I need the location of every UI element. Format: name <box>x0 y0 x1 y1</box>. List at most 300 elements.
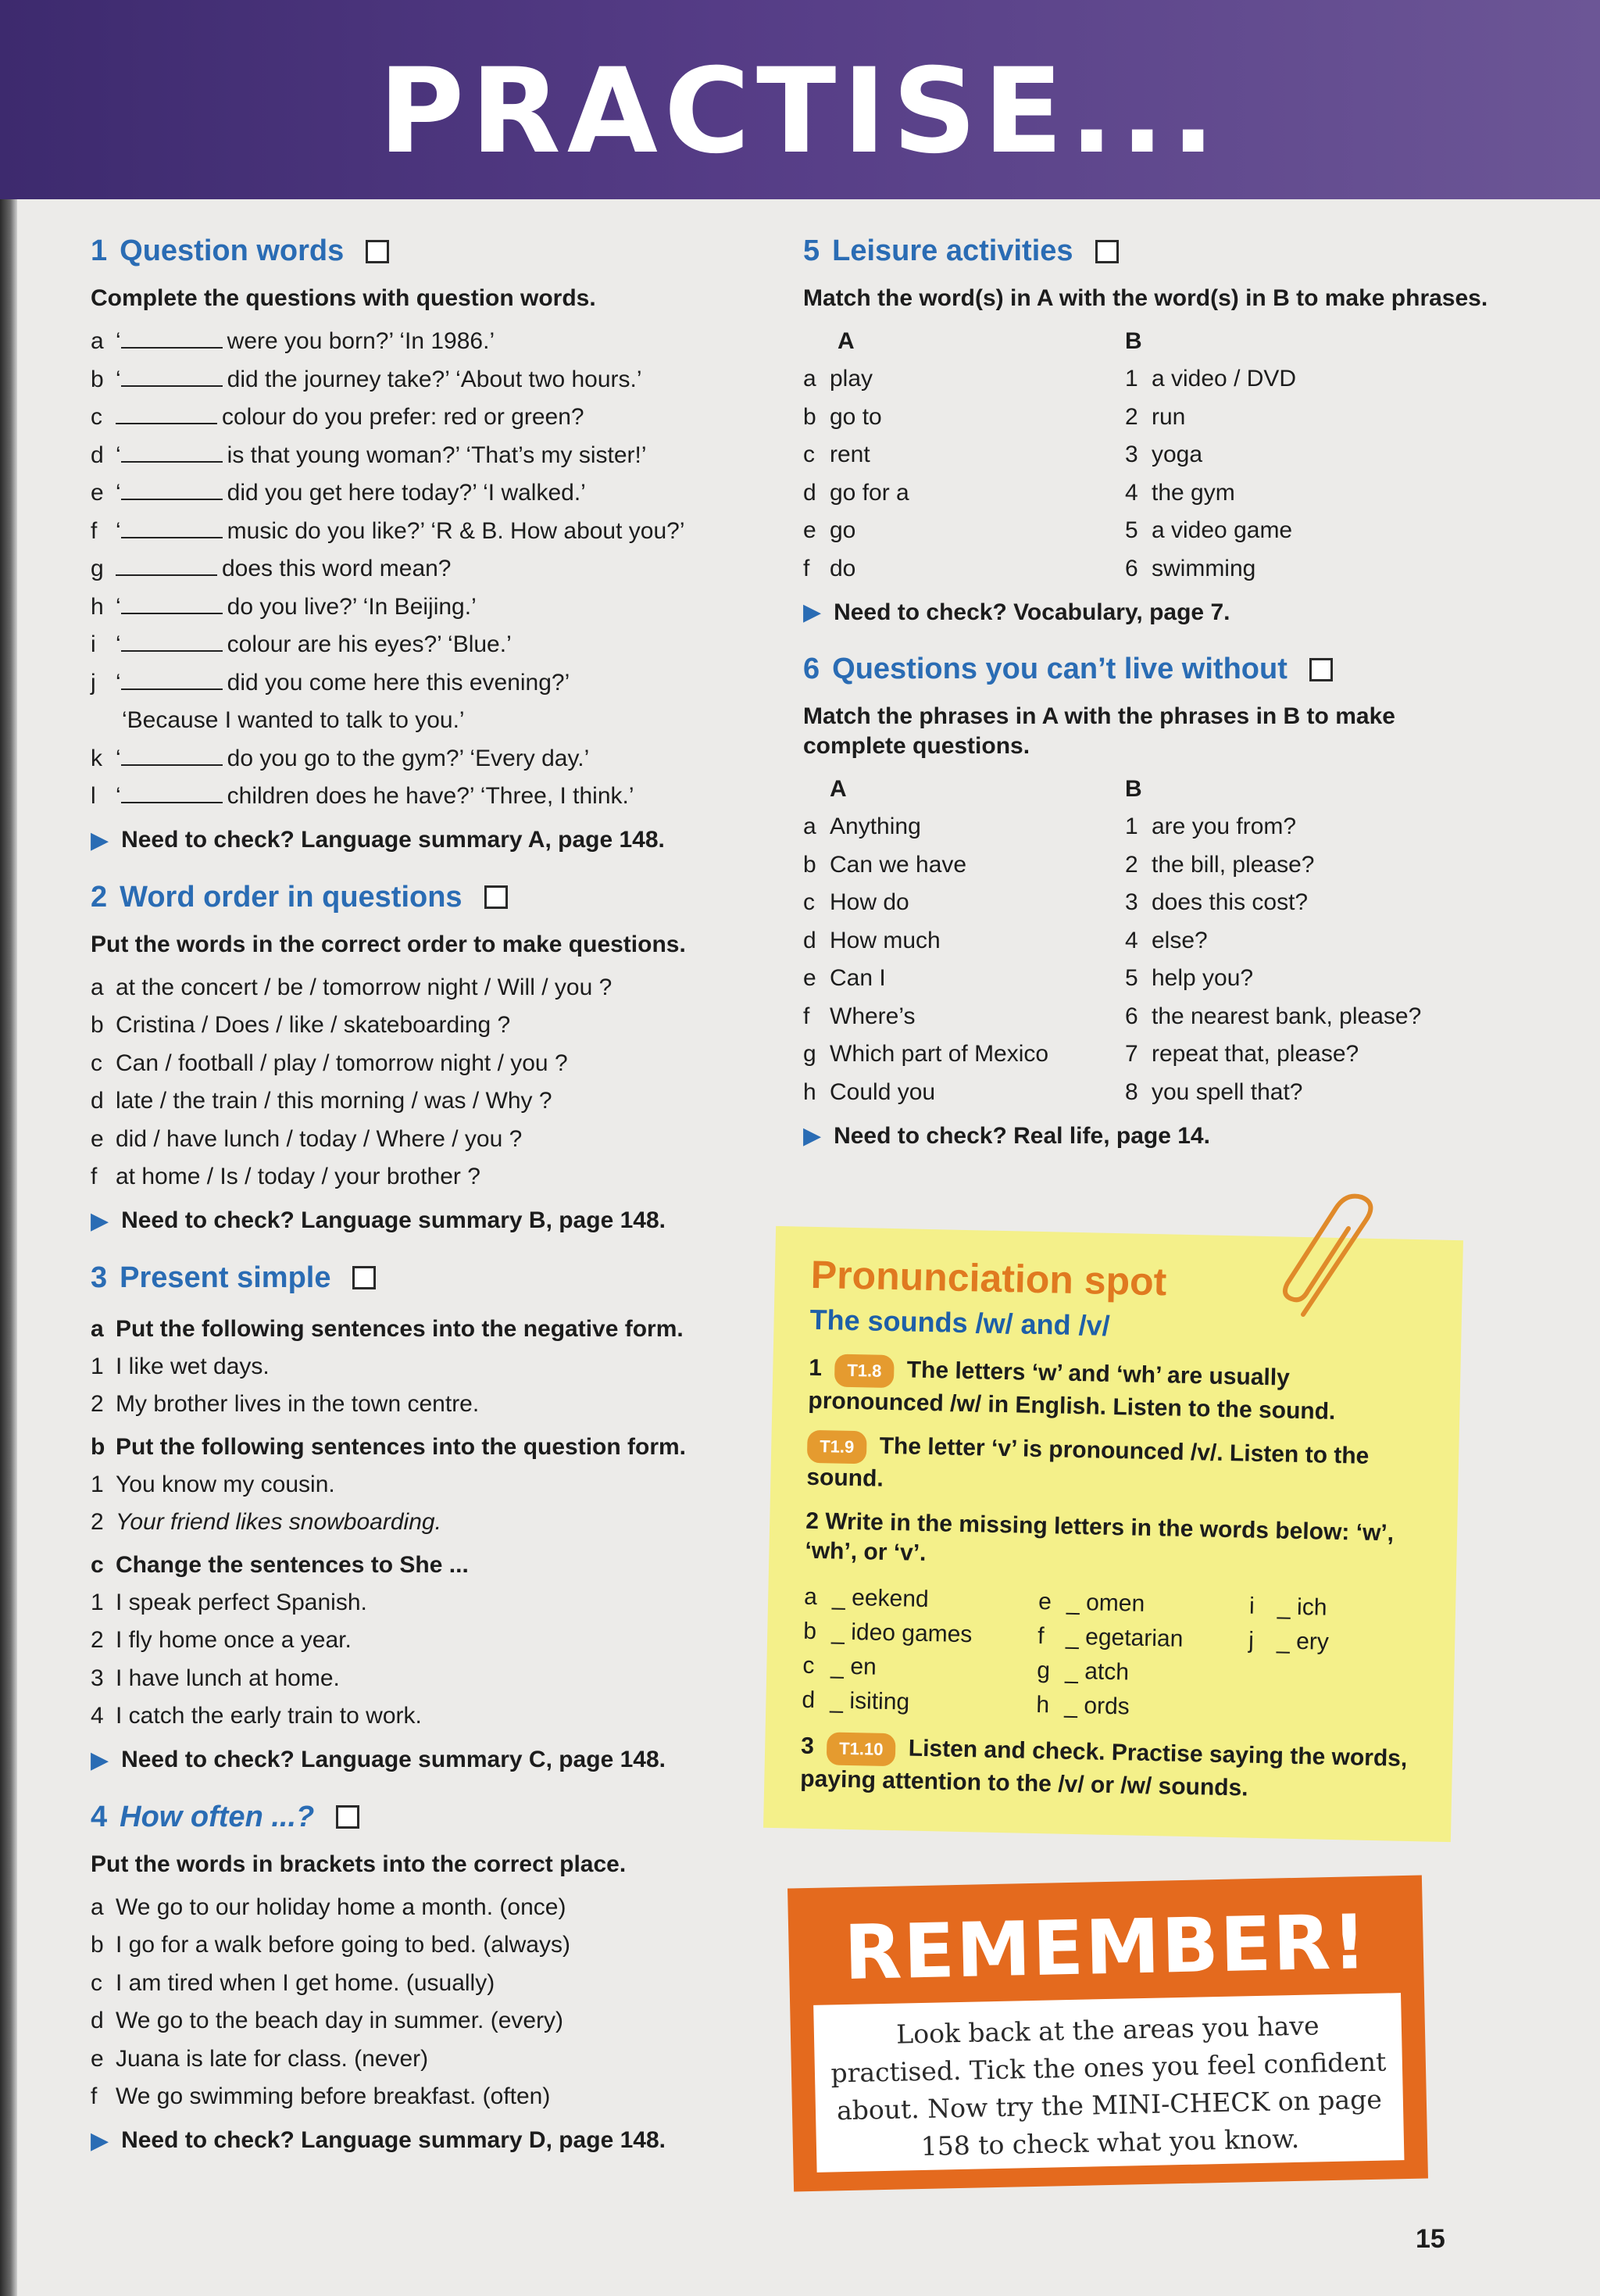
list-item <box>91 1158 762 1196</box>
part-letter: b <box>91 1433 105 1460</box>
tick-checkbox[interactable] <box>336 1805 359 1829</box>
item-question: do you live?’ ‘In Beijing.’ <box>227 593 477 620</box>
item-letter: e <box>803 965 816 991</box>
instruction: Match the phrases in A with the phrases in B to make complete questions. <box>803 703 1395 759</box>
question-list <box>91 1889 762 2116</box>
item-letter: g <box>91 556 104 581</box>
item-number: 1 <box>91 1471 104 1497</box>
word-letter: i <box>1248 1593 1255 1619</box>
right-column <box>803 234 1491 1176</box>
section-title <box>91 1801 762 1834</box>
item-text: are you from? <box>1152 814 1297 839</box>
tick-checkbox[interactable] <box>1095 240 1119 263</box>
question-list <box>91 323 762 816</box>
item-number: 4 <box>1125 927 1138 953</box>
open-quote: ‘ <box>116 442 121 468</box>
list-item <box>91 2078 762 2116</box>
item-text <box>116 550 762 588</box>
item-text: We go to our holiday home a month. (once) <box>116 1894 566 1920</box>
item-letter: a <box>91 974 104 1000</box>
item-letter: f <box>91 2083 98 2109</box>
match-item-b <box>1125 808 1491 846</box>
item-text: the gym <box>1152 479 1235 506</box>
tick-checkbox[interactable] <box>1309 658 1333 681</box>
item-text: I have lunch at home. <box>116 1665 340 1691</box>
word-text: _ ich <box>1277 1593 1327 1621</box>
item-text: Anything <box>830 814 921 839</box>
play-arrow-icon: ▶ <box>803 599 822 625</box>
item-text <box>116 513 762 551</box>
sub-instruction <box>91 1429 762 1466</box>
open-quote: ‘ <box>116 745 121 771</box>
check-text: Need to check? Language summary A, page 148. <box>121 827 665 853</box>
item-letter: d <box>91 2008 104 2033</box>
item-number: 1 <box>91 1589 104 1615</box>
list-item <box>91 474 762 513</box>
item-text <box>116 626 762 664</box>
word-letter: a <box>803 1583 818 1611</box>
word-text: _ en <box>830 1653 877 1680</box>
page-header <box>0 0 1600 199</box>
missing-letter-word <box>1249 1590 1406 1627</box>
check-text: Need to check? Language summary C, page 148. <box>121 1747 666 1772</box>
item-letter: e <box>91 1125 104 1152</box>
item-text: at home / Is / today / your brother ? <box>116 1164 480 1189</box>
sub-instruction <box>91 1311 762 1348</box>
item-text: the bill, please? <box>1152 851 1315 878</box>
step-text: The letter ‘v’ is pronounced /v/. Listen to the sound. <box>806 1432 1370 1492</box>
item-letter: l <box>91 783 96 809</box>
section-number: 2 <box>91 880 108 914</box>
word-letter: b <box>802 1618 817 1645</box>
item-letter: b <box>91 1012 104 1038</box>
answer-blank[interactable] <box>121 442 223 463</box>
item-text: late / the train / this morning / was / Why ? <box>116 1088 552 1114</box>
item-question: colour do you prefer: red or green? <box>222 404 584 430</box>
item-text: Your friend likes snowboarding. <box>116 1509 441 1535</box>
item-text: How much <box>830 927 941 953</box>
column-b-header: B <box>1125 776 1142 802</box>
list-item <box>91 323 762 361</box>
section-label: Word order in questions <box>120 880 462 914</box>
word-text: _ eekend <box>831 1584 929 1613</box>
check-text: Need to check? Real life, page 14. <box>834 1122 1210 1149</box>
item-text: I speak perfect Spanish. <box>116 1589 367 1615</box>
left-column <box>91 234 762 2181</box>
section-title <box>91 1261 762 1295</box>
audio-track-badge[interactable]: T1.10 <box>827 1732 896 1766</box>
part-instruction: Put the following sentences into the negative form. <box>116 1315 684 1342</box>
item-text: a video / DVD <box>1152 366 1297 392</box>
item-letter: d <box>91 442 104 468</box>
item-letter: j <box>91 669 96 696</box>
play-arrow-icon: ▶ <box>91 2127 109 2154</box>
item-text: repeat that, please? <box>1152 1041 1359 1067</box>
list-item <box>91 1082 762 1121</box>
answer-blank[interactable] <box>116 556 217 576</box>
open-quote: ‘ <box>116 366 121 392</box>
item-letter: f <box>803 555 810 581</box>
missing-letter-word <box>1248 1658 1405 1696</box>
column-b <box>1125 323 1491 588</box>
list-item <box>91 1348 762 1386</box>
instruction: Complete the questions with question words. <box>91 285 596 311</box>
match-table <box>803 323 1491 588</box>
item-number: 7 <box>1125 1041 1138 1067</box>
section-label: How often ...? <box>120 1800 315 1833</box>
match-item-b <box>1125 436 1491 474</box>
item-letter: f <box>91 517 98 544</box>
missing-letter-word <box>802 1683 1037 1722</box>
item-text: play <box>830 366 873 392</box>
section-title <box>803 234 1491 268</box>
column-a-header: A <box>838 328 855 354</box>
pron-title: Pronunciation spot <box>810 1252 1167 1304</box>
part-instruction: Put the following sentences into the question form. <box>116 1433 687 1460</box>
item-number: 4 <box>1125 479 1138 506</box>
match-item-b <box>1125 550 1491 588</box>
item-number: 6 <box>1125 1003 1138 1029</box>
list-item <box>91 1584 762 1622</box>
list-item <box>91 969 762 1007</box>
open-quote: ‘ <box>116 631 121 657</box>
item-letter: c <box>91 1050 102 1076</box>
match-item-b <box>1125 884 1491 922</box>
need-to-check <box>91 2127 762 2155</box>
answer-blank[interactable] <box>121 783 223 803</box>
item-text: We go swimming before breakfast. (often) <box>116 2083 551 2109</box>
list-item <box>91 399 762 437</box>
item-text: run <box>1152 403 1186 430</box>
column-a <box>803 771 1125 1111</box>
item-text <box>116 361 762 399</box>
match-item-a <box>803 960 1125 998</box>
item-text: Can we have <box>830 851 967 878</box>
item-number: 3 <box>1125 889 1138 915</box>
remember-box <box>788 1876 1428 2192</box>
item-text <box>116 740 762 778</box>
item-question: were you born?’ ‘In 1986.’ <box>227 328 495 354</box>
section-title <box>91 234 762 268</box>
item-number: 5 <box>1125 965 1138 991</box>
item-number: 2 <box>91 1509 104 1535</box>
answer-blank[interactable] <box>116 404 217 424</box>
open-quote: ‘ <box>116 480 121 506</box>
item-text: I am tired when I get home. (usually) <box>116 1969 495 1996</box>
item-letter: c <box>803 442 815 467</box>
page-title: PRACTISE... <box>378 44 1222 180</box>
list-item <box>91 1926 762 1965</box>
item-number: 1 <box>1125 814 1138 839</box>
match-item-b <box>1125 1074 1491 1112</box>
match-item-b <box>1125 1035 1491 1074</box>
section-present-simple <box>91 1261 762 1774</box>
section-number: 4 <box>91 1800 108 1833</box>
match-item-a <box>803 998 1125 1036</box>
section-number: 1 <box>91 234 108 267</box>
remember-note: Look back at the areas you have practised. Tick the ones you feel confident about. Now try the MINI-CHECK on page 158 to check what you know. <box>813 1993 1404 2173</box>
word-letter: d <box>802 1686 816 1714</box>
column-b-header: B <box>1125 328 1142 354</box>
match-item-b <box>1125 846 1491 885</box>
play-arrow-icon: ▶ <box>803 1123 822 1149</box>
item-number: 2 <box>1125 851 1138 878</box>
item-letter: a <box>803 814 816 839</box>
audio-track-badge[interactable]: T1.9 <box>807 1430 867 1465</box>
match-item-a <box>803 1074 1125 1112</box>
item-question: does this word mean? <box>222 556 452 581</box>
section-number: 3 <box>91 1261 108 1294</box>
item-letter: a <box>91 1894 104 1920</box>
pron-step-3 <box>800 1732 1422 1808</box>
exercise-parts <box>91 1311 762 1736</box>
word-letter: h <box>1036 1691 1050 1718</box>
step-text: Write in the missing letters in the words below: ‘w’, ‘wh’, or ‘v’. <box>805 1508 1395 1566</box>
list-item <box>91 361 762 399</box>
open-quote: ‘ <box>116 593 121 620</box>
need-to-check <box>91 827 762 854</box>
section-label: Question words <box>120 234 345 267</box>
item-number: 5 <box>1125 517 1138 543</box>
item-number: 6 <box>1125 555 1138 581</box>
tick-checkbox[interactable] <box>352 1266 376 1289</box>
item-text: go to <box>830 403 882 430</box>
item-letter: d <box>803 927 816 953</box>
list-item <box>91 588 762 627</box>
item-text <box>116 474 762 513</box>
item-letter: d <box>91 1088 104 1114</box>
item-text: Juana is late for class. (never) <box>116 2045 429 2072</box>
item-text: Can / football / play / tomorrow night / you ? <box>116 1050 568 1076</box>
item-number: 3 <box>91 1665 104 1691</box>
paperclip-icon <box>1272 1189 1397 1330</box>
item-question: ‘Because I wanted to talk to you.’ <box>122 707 465 733</box>
word-letter: c <box>802 1652 815 1679</box>
list-item <box>91 1622 762 1660</box>
item-text: I like wet days. <box>116 1353 270 1379</box>
item-text: does this cost? <box>1152 889 1309 915</box>
missing-letter-word <box>803 1615 1038 1654</box>
pron-subtitle: The sounds /w/ and /v/ <box>809 1303 1111 1342</box>
item-text: yoga <box>1152 442 1203 467</box>
pron-step-1b <box>806 1430 1428 1506</box>
answer-blank[interactable] <box>121 631 223 652</box>
answer-blank[interactable] <box>121 480 223 500</box>
match-item-b <box>1125 360 1491 399</box>
item-question: did you come here this evening?’ <box>227 669 570 696</box>
check-text: Need to check? Vocabulary, page 7. <box>834 599 1230 625</box>
item-letter: g <box>803 1041 816 1067</box>
item-number: 2 <box>91 1391 104 1417</box>
check-text: Need to check? Language summary D, page 148. <box>121 2127 666 2153</box>
list-item <box>91 778 762 816</box>
section-title <box>91 881 762 914</box>
section-number: 5 <box>803 234 820 267</box>
section-label: Present simple <box>120 1261 331 1294</box>
list-item <box>91 626 762 664</box>
item-text: a video game <box>1152 517 1293 543</box>
item-letter: i <box>91 631 96 657</box>
match-item-a <box>803 808 1125 846</box>
word-text: _ isiting <box>830 1687 910 1715</box>
item-number: 2 <box>91 1627 104 1653</box>
section-question-words <box>91 234 762 854</box>
item-text: We go to the beach day in summer. (every) <box>116 2008 564 2033</box>
tick-checkbox[interactable] <box>484 885 508 909</box>
pron-step-1 <box>808 1354 1430 1429</box>
word-text: _ egetarian <box>1065 1623 1184 1652</box>
answer-blank[interactable] <box>121 670 223 690</box>
list-item <box>91 702 762 740</box>
list-item <box>91 1121 762 1159</box>
list-item <box>91 513 762 551</box>
item-question: children does he have?’ ‘Three, I think.’ <box>227 783 634 809</box>
step-text: Listen and check. Practise saying the words, paying attention to the /v/ or /w/ sounds. <box>800 1735 1408 1801</box>
list-item <box>91 550 762 588</box>
item-text: help you? <box>1152 965 1254 991</box>
item-text: else? <box>1152 927 1208 953</box>
match-item-a <box>803 1035 1125 1074</box>
item-text: rent <box>830 442 870 467</box>
audio-track-badge[interactable]: T1.8 <box>834 1354 895 1388</box>
missing-letter-words <box>802 1580 1425 1731</box>
section-label: Leisure activities <box>832 234 1073 267</box>
match-item-a <box>803 512 1125 550</box>
match-item-a <box>803 399 1125 437</box>
open-quote: ‘ <box>116 669 121 696</box>
match-item-a <box>803 884 1125 922</box>
item-text: you spell that? <box>1152 1078 1303 1105</box>
match-item-a <box>803 922 1125 960</box>
word-letter: e <box>1038 1589 1052 1615</box>
item-number: 4 <box>91 1703 104 1729</box>
match-item-b <box>1125 998 1491 1036</box>
match-item-a <box>803 436 1125 474</box>
item-text <box>116 437 762 475</box>
item-letter: b <box>91 1932 104 1958</box>
item-text: Which part of Mexico <box>830 1041 1049 1067</box>
item-question: is that young woman?’ ‘That’s my sister!’ <box>227 442 647 468</box>
item-number: 1 <box>91 1353 104 1379</box>
missing-letter-word <box>804 1580 1039 1619</box>
play-arrow-icon: ▶ <box>91 827 109 853</box>
item-letter: e <box>803 517 816 543</box>
sub-instruction <box>91 1547 762 1584</box>
match-item-a <box>803 846 1125 885</box>
answer-blank[interactable] <box>121 594 223 614</box>
section-label: Questions you can’t live without <box>832 653 1288 685</box>
answer-blank[interactable] <box>121 328 223 349</box>
section-word-order <box>91 881 762 1235</box>
match-item-a <box>803 360 1125 399</box>
item-text: Could you <box>830 1078 936 1105</box>
answer-blank[interactable] <box>121 518 223 538</box>
missing-letter-word <box>1038 1619 1249 1658</box>
match-item-b <box>1125 960 1491 998</box>
instruction: Match the word(s) in A with the word(s) in B to make phrases. <box>803 285 1488 311</box>
need-to-check <box>91 1207 762 1235</box>
need-to-check <box>803 1122 1491 1150</box>
need-to-check <box>803 599 1491 626</box>
item-question: do you go to the gym?’ ‘Every day.’ <box>227 745 590 771</box>
item-letter: f <box>803 1003 810 1029</box>
answer-blank[interactable] <box>121 367 223 387</box>
word-text: _ omen <box>1066 1589 1145 1617</box>
step-number: 3 <box>800 1733 815 1760</box>
section-leisure-activities <box>803 234 1491 626</box>
missing-letter-word <box>1036 1688 1248 1727</box>
list-item <box>91 2002 762 2040</box>
list-item <box>91 1007 762 1045</box>
instruction: Put the words in brackets into the correct place. <box>91 1851 627 1877</box>
step-text: The letters ‘w’ and ‘wh’ are usually pronounced /w/ in English. Listen to the sound. <box>808 1357 1336 1425</box>
answer-blank[interactable] <box>121 746 223 766</box>
part-letter: a <box>91 1315 104 1342</box>
missing-letter-word <box>1037 1654 1248 1693</box>
part-instruction: Change the sentences to She ... <box>116 1551 469 1578</box>
open-quote: ‘ <box>116 328 121 354</box>
list-item <box>91 1386 762 1424</box>
word-text: _ ideo games <box>830 1618 973 1648</box>
item-letter: b <box>803 403 816 430</box>
item-text: Cristina / Does / like / skateboarding ? <box>116 1012 511 1038</box>
list-item <box>91 664 762 703</box>
item-text: How do <box>830 889 909 915</box>
open-quote: ‘ <box>116 783 121 809</box>
match-item-b <box>1125 512 1491 550</box>
item-text: at the concert / be / tomorrow night / Will / you ? <box>116 974 612 1000</box>
word-letter: f <box>1037 1623 1045 1650</box>
item-number: 3 <box>1125 442 1138 467</box>
list-item <box>91 1045 762 1083</box>
word-text: _ atch <box>1064 1658 1130 1686</box>
question-list <box>91 969 762 1196</box>
item-question: colour are his eyes?’ ‘Blue.’ <box>227 631 512 657</box>
item-text <box>116 323 762 361</box>
item-text: I catch the early train to work. <box>116 1703 422 1729</box>
section-title <box>803 653 1491 686</box>
item-text <box>116 588 762 627</box>
list-item <box>91 1697 762 1736</box>
step-number: 1 <box>809 1354 823 1382</box>
item-letter: b <box>803 851 816 878</box>
tick-checkbox[interactable] <box>366 240 389 263</box>
page-number: 15 <box>1416 2224 1445 2254</box>
remember-title: REMEMBER! <box>843 1898 1370 1997</box>
item-number: 8 <box>1125 1078 1138 1105</box>
item-letter: c <box>803 889 815 915</box>
item-number: 2 <box>1125 403 1138 430</box>
item-question: did the journey take?’ ‘About two hours.’ <box>227 366 642 392</box>
missing-letter-word <box>802 1649 1038 1688</box>
item-number: 1 <box>1125 366 1138 392</box>
play-arrow-icon: ▶ <box>91 1747 109 1773</box>
item-text: I fly home once a year. <box>116 1627 352 1653</box>
word-text: _ ery <box>1276 1628 1330 1655</box>
item-letter: d <box>803 479 816 506</box>
item-letter: h <box>91 593 104 620</box>
match-item-b <box>1125 474 1491 513</box>
list-item <box>91 1889 762 1927</box>
check-text: Need to check? Language summary B, page 148. <box>121 1207 666 1233</box>
section-number: 6 <box>803 653 820 685</box>
list-item <box>91 740 762 778</box>
item-text: You know my cousin. <box>116 1471 335 1497</box>
item-text: Where’s <box>830 1003 916 1029</box>
item-question: music do you like?’ ‘R & B. How about you?’ <box>227 517 685 544</box>
item-text: swimming <box>1152 555 1256 581</box>
item-text <box>116 702 762 740</box>
